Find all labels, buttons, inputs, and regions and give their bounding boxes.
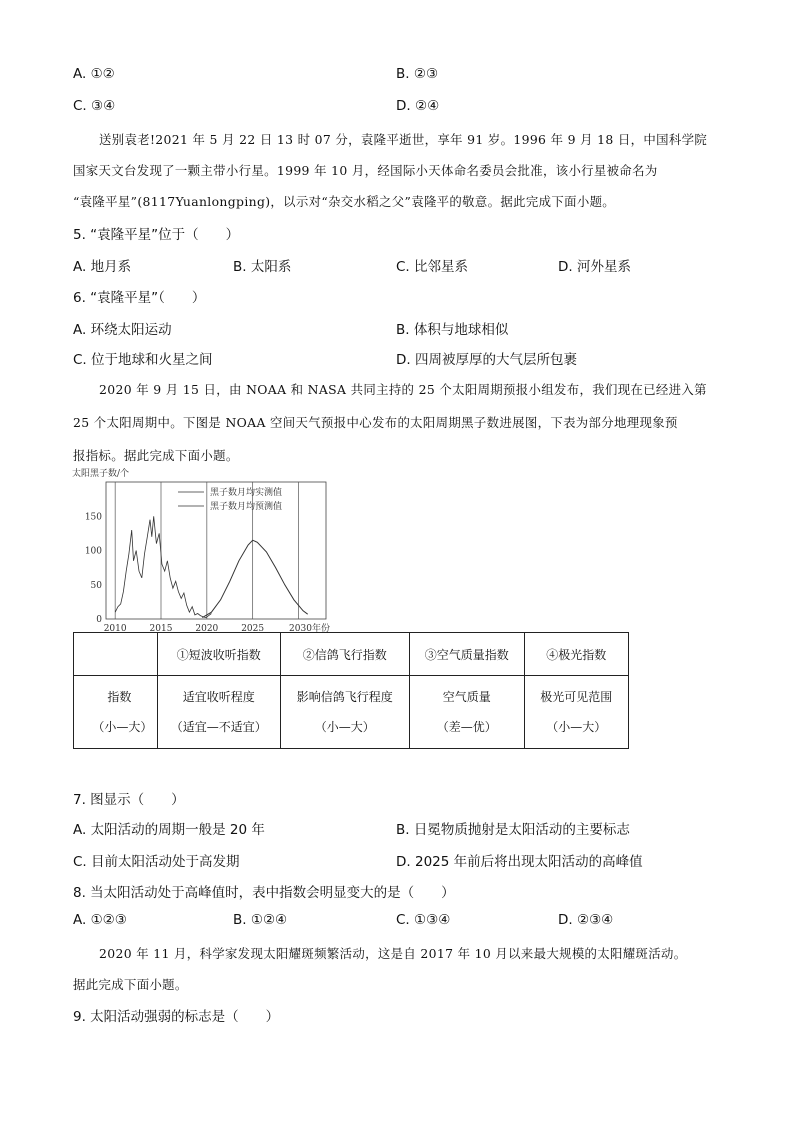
question-5-stem: 5. “袁隆平星”位于（ ） (73, 227, 240, 243)
q8-option-a[interactable]: A. ①②③ (73, 912, 127, 928)
q8-option-d[interactable]: D. ②③④ (558, 912, 614, 928)
q6-option-a[interactable]: A. 环绕太阳运动 (73, 322, 172, 338)
question-7-options-row-1 (73, 818, 723, 840)
question-6-options-row-2 (73, 348, 723, 370)
cell-line-2: （小—大） (314, 720, 375, 734)
prev-options-row-1 (73, 66, 723, 88)
passage2-line-1: 2020 年 9 月 15 日，由 NOAA 和 NASA 共同主持的 25 个太阳周期预报小组发布，我们现在已经进入第 (99, 382, 707, 397)
series-observed-line (115, 516, 211, 617)
table-header-aurora: ④极光指数 (524, 633, 628, 676)
legend-label: 黑子数月均预测值 (210, 502, 283, 512)
table-cell-shortwave (157, 676, 280, 749)
cell-line-2: （适宜—不适宜） (170, 720, 267, 734)
passage1-line-3: “袁隆平星”(8117Yuanlongping)，以示对“杂交水稻之父”袁隆平的敬意。据此完成下面小题。 (73, 194, 616, 209)
question-8-stem: 8. 当太阳活动处于高峰值时，表中指数会明显变大的是（ ） (73, 885, 455, 901)
chart-x-tick-label: 2020 (195, 624, 219, 634)
table-header-shortwave: ①短波收听指数 (157, 633, 280, 676)
q7-option-b[interactable]: B. 日冕物质抛射是太阳活动的主要标志 (396, 822, 630, 838)
table-header-pigeon: ②信鸽飞行指数 (280, 633, 409, 676)
q6-option-c[interactable]: C. 位于地球和火星之间 (73, 352, 213, 368)
chart-y-label: 太阳黑子数/个 (72, 469, 130, 479)
question-6-stem: 6. “袁隆平星”（ ） (73, 290, 206, 306)
question-8-options (73, 912, 723, 934)
chart-series-layer (115, 516, 308, 617)
q7-option-c[interactable]: C. 目前太阳活动处于高发期 (73, 854, 240, 870)
q6-option-b[interactable]: B. 体积与地球相似 (396, 322, 509, 338)
chart-y-tick-label: 0 (96, 615, 102, 625)
chart-x-tick-label: 2010 (103, 624, 127, 634)
q7-option-a[interactable]: A. 太阳活动的周期一般是 20 年 (73, 822, 265, 838)
chart-x-tick-label: 2025 (241, 624, 265, 634)
prev-option-a[interactable]: A. ①② (73, 66, 115, 82)
chart-y-ticks (85, 512, 102, 625)
passage-solar-cycle (73, 373, 721, 472)
cell-line-1: 影响信鸽飞行程度 (296, 690, 393, 704)
passage3-line-1: 2020 年 11 月，科学家发现太阳耀斑频繁活动，这是自 2017 年 10 月以来最大规模的太阳耀斑活动。 (99, 946, 687, 961)
q5-option-d[interactable]: D. 河外星系 (558, 259, 631, 275)
table-header-empty (74, 633, 158, 676)
question-9-stem: 9. 太阳活动强弱的标志是（ ） (73, 1009, 280, 1025)
chart-y-tick-label: 100 (84, 546, 102, 557)
passage-yuan-longping (73, 124, 721, 217)
cell-line-2: （差—优） (436, 720, 497, 734)
question-7-stem: 7. 图显示（ ） (73, 792, 185, 808)
q5-option-b[interactable]: B. 太阳系 (233, 259, 292, 275)
table-row (74, 676, 629, 749)
row-label-line-2: （小—大） (92, 720, 153, 734)
chart-x-tick-label: 2015 (149, 624, 173, 634)
prev-option-b[interactable]: B. ②③ (396, 66, 439, 82)
table-cell-aurora (524, 676, 628, 749)
table-header-row (74, 633, 629, 676)
chart-y-tick-label: 50 (90, 580, 102, 591)
passage-solar-flare (73, 938, 721, 1000)
sunspot-chart (70, 464, 340, 634)
q7-option-d[interactable]: D. 2025 年前后将出现太阳活动的高峰值 (396, 854, 643, 870)
cell-line-1: 极光可见范围 (540, 690, 613, 704)
table-row-label (74, 676, 158, 749)
cell-line-1: 空气质量 (442, 690, 491, 704)
q5-option-a[interactable]: A. 地月系 (73, 259, 132, 275)
prev-options-row-2 (73, 98, 723, 120)
table-header-air-quality: ③空气质量指数 (409, 633, 524, 676)
passage3-line-2: 据此完成下面小题。 (73, 977, 188, 992)
q6-option-d[interactable]: D. 四周被厚厚的大气层所包裹 (396, 352, 577, 368)
question-7-options-row-2 (73, 850, 723, 872)
prev-option-c[interactable]: C. ③④ (73, 98, 116, 114)
chart-legend (178, 486, 282, 512)
cell-line-1: 适宜收听程度 (182, 690, 255, 704)
legend-label: 黑子数月均实测值 (210, 488, 283, 498)
forecast-index-table (73, 632, 629, 749)
passage2-line-2: 25 个太阳周期中。下图是 NOAA 空间天气预报中心发布的太阳周期黑子数进展图，下表为部分地理现象预 (73, 415, 678, 430)
table-cell-air-quality (409, 676, 524, 749)
series-predicted-line (202, 540, 307, 617)
passage2-line-3: 报指标。据此完成下面小题。 (73, 448, 239, 463)
question-5-options (73, 255, 723, 277)
table-cell-pigeon (280, 676, 409, 749)
prev-option-d[interactable]: D. ②④ (396, 98, 440, 114)
chart-x-axis-label: 2030年份 (289, 624, 330, 634)
passage1-line-1: 送别袁老!2021 年 5 月 22 日 13 时 07 分，袁隆平逝世，享年 91 岁。1996 年 9 月 18 日，中国科学院 (99, 132, 708, 147)
passage1-line-2: 国家天文台发现了一颗主带小行星。1999 年 10 月，经国际小天体命名委员会批准，该小行星被命名为 (73, 163, 658, 178)
q8-option-b[interactable]: B. ①②④ (233, 912, 288, 928)
chart-y-tick-label: 150 (84, 512, 102, 523)
q8-option-c[interactable]: C. ①③④ (396, 912, 451, 928)
question-6-options-row-1 (73, 318, 723, 340)
row-label-line-1: 指数 (107, 690, 132, 704)
q5-option-c[interactable]: C. 比邻星系 (396, 259, 469, 275)
cell-line-2: （小—大） (546, 720, 607, 734)
